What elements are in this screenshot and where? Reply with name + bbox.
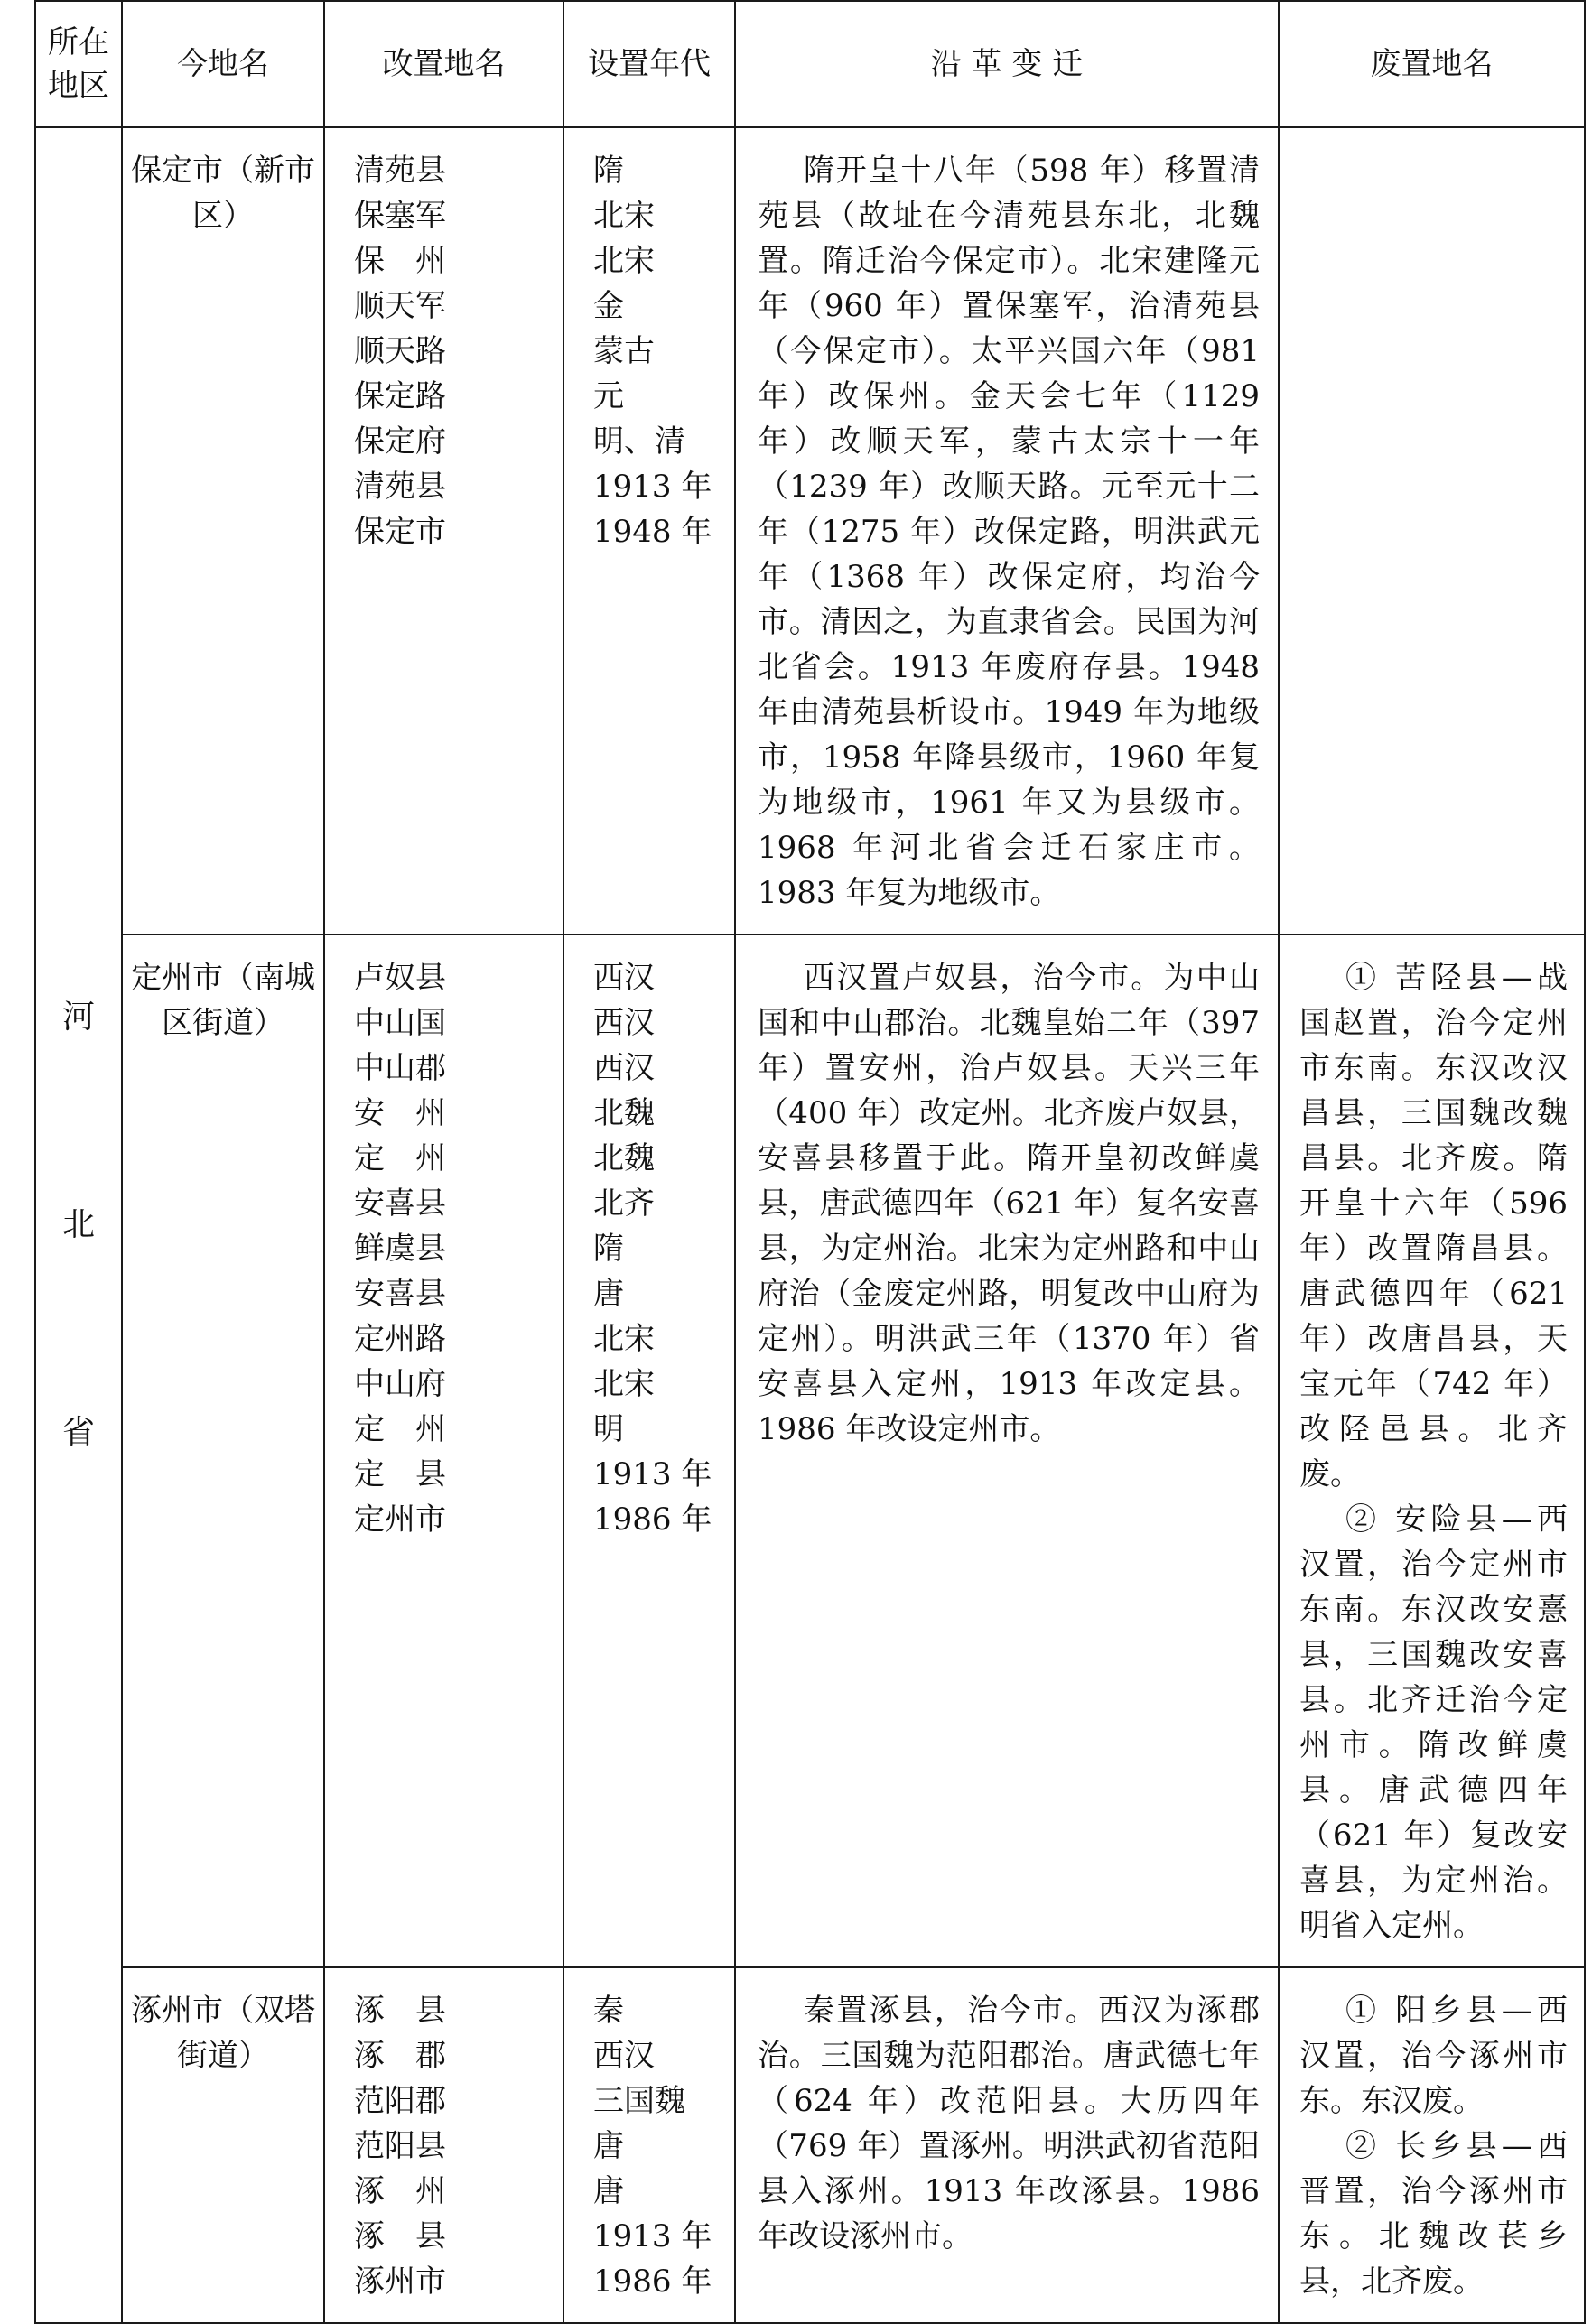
abolished-cell — [1279, 127, 1585, 934]
list-item: 卢奴县 — [354, 960, 446, 996]
header-abolished: 废置地名 — [1279, 1, 1585, 127]
today-name-cell: 涿州市（双塔街道） — [122, 1967, 324, 2323]
list-item: 顺天军 — [354, 288, 446, 324]
list-item: 1913 年 — [593, 2218, 712, 2254]
list-item: 秦 — [593, 1993, 624, 2029]
list-item: 北宋 — [593, 198, 655, 234]
list-item: 1986 年 — [593, 2264, 712, 2300]
list-item: 范阳郡 — [354, 2083, 446, 2119]
list-item: 元 — [593, 378, 624, 414]
region-char: 北 — [61, 1206, 95, 1243]
list-item: 定 州 — [354, 1140, 446, 1176]
abolished-cell — [1279, 934, 1585, 1967]
header-today-name: 今地名 — [122, 1, 324, 127]
list-item: 定 州 — [354, 1411, 446, 1447]
list-item: 蒙古 — [593, 333, 655, 369]
list-item: 涿 郡 — [354, 2038, 446, 2074]
today-name-cell: 定州市（南城区街道） — [122, 934, 324, 1967]
list-item: 定州市 — [354, 1501, 446, 1538]
names-cell — [324, 1967, 563, 2323]
list-item: 涿州市 — [354, 2264, 446, 2300]
list-item: 定州路 — [354, 1321, 446, 1357]
history-cell: 西汉置卢奴县，治今市。为中山国和中山郡治。北魏皇始二年（397 年）置安州，治卢奴县。天兴三年（400 年）改定州。北齐废卢奴县，安喜县移置于此。隋开皇初改鲜虞县，唐武德四年（621 年）复名安喜县，为定州治。北宋为定州路和中山府治（金废定州路，明复改中山府为定州）。明洪武三年（1370 年）省安喜县入定州，1913 年改定县。1986 年改设定州市。 — [735, 934, 1279, 1967]
list-item: 北魏 — [593, 1140, 655, 1176]
list-item: 保 州 — [354, 243, 446, 279]
today-name-cell: 保定市（新市区） — [122, 127, 324, 934]
years-cell — [563, 934, 735, 1967]
header-history: 沿 革 变 迁 — [735, 1, 1279, 127]
list-item: 安喜县 — [354, 1185, 446, 1222]
list-item: 隋 — [593, 153, 624, 189]
list-item: 明 — [593, 1411, 624, 1447]
header-row — [35, 1, 1585, 127]
list-item: 唐 — [593, 1276, 624, 1312]
header-names: 改置地名 — [324, 1, 563, 127]
list-item: 北宋 — [593, 1366, 655, 1402]
abolished-entry: ① 苦陉县—战国赵置，治今定州市东南。东汉改汉昌县，三国魏改魏昌县。北齐废。隋开皇十六年（596 年）改置隋昌县。唐武德四年（621 年）改唐昌县，天宝元年（742 年）改陉邑县。北齐废。 — [1299, 960, 1568, 1492]
list-item: 中山郡 — [354, 1050, 446, 1086]
list-item: 顺天路 — [354, 333, 446, 369]
gazetteer-table-container — [34, 0, 1584, 2300]
list-item: 保定路 — [354, 378, 446, 414]
abolished-entry: ② 安险县—西汉置，治今定州市东南。东汉改安憙县，三国魏改安喜县。北齐迁治今定州市。隋改鲜虞县。唐武德四年（621 年）复改安喜县，为定州治。明省入定州。 — [1299, 1501, 1568, 1944]
list-item: 北魏 — [593, 1095, 655, 1131]
list-item: 中山府 — [354, 1366, 446, 1402]
history-cell: 隋开皇十八年（598 年）移置清苑县（故址在今清苑县东北，北魏置。隋迁治今保定市）。北宋建隆元年（960 年）置保塞军，治清苑县（今保定市）。太平兴国六年（981 年）改保州。金天会七年（1129 年）改顺天军，蒙古太宗十一年（1239 年）改顺天路。元至元十二年（1275 年）改保定路，明洪武元年（1368 年）改保定府，均治今市。清因之，为直隶省会。民国为河北省会。1913 年废府存县。1948 年由清苑县析设市。1949 年为地级市，1958 年降县级市，1960 年复为地级市，1961 年又为县级市。1968 年河北省会迁石家庄市。1983 年复为地级市。 — [735, 127, 1279, 934]
list-item: 西汉 — [593, 1005, 655, 1041]
list-item: 涿 县 — [354, 1993, 446, 2029]
list-item: 范阳县 — [354, 2128, 446, 2164]
list-item: 安 州 — [354, 1095, 446, 1131]
list-item: 1948 年 — [593, 514, 712, 550]
list-item: 清苑县 — [354, 469, 446, 505]
list-item: 1986 年 — [593, 1501, 712, 1538]
abolished-cell — [1279, 1967, 1585, 2323]
header-region: 所在地区 — [35, 1, 122, 127]
table-row — [35, 934, 1585, 1967]
list-item: 金 — [593, 288, 624, 324]
abolished-entry: ① 阳乡县—西汉置，治今涿州市东。东汉废。 — [1299, 1993, 1568, 2119]
table-row — [35, 127, 1585, 934]
table-row — [35, 1967, 1585, 2323]
list-item: 涿 州 — [354, 2173, 446, 2209]
history-cell: 秦置涿县，治今市。西汉为涿郡治。三国魏为范阳郡治。唐武德七年（624 年）改范阳县。大历四年（769 年）置涿州。明洪武初省范阳县入涿州。1913 年改涿县。1986 年改设涿州市。 — [735, 1967, 1279, 2323]
list-item: 涿 县 — [354, 2218, 446, 2254]
list-item: 保定市 — [354, 514, 446, 550]
list-item: 1913 年 — [593, 1456, 712, 1492]
names-cell — [324, 934, 563, 1967]
list-item: 鲜虞县 — [354, 1231, 446, 1267]
list-item: 唐 — [593, 2128, 624, 2164]
names-cell — [324, 127, 563, 934]
region-cell — [35, 127, 122, 2323]
region-char: 省 — [61, 1414, 95, 1451]
list-item: 隋 — [593, 1231, 624, 1267]
list-item: 西汉 — [593, 2038, 655, 2074]
list-item: 保塞军 — [354, 198, 446, 234]
list-item: 安喜县 — [354, 1276, 446, 1312]
list-item: 唐 — [593, 2173, 624, 2209]
list-item: 定 县 — [354, 1456, 446, 1492]
abolished-entry: ② 长乡县—西晋置，治今涿州市东。北魏改苌乡县，北齐废。 — [1299, 2128, 1568, 2300]
list-item: 清苑县 — [354, 153, 446, 189]
list-item: 西汉 — [593, 960, 655, 996]
years-cell — [563, 1967, 735, 2323]
list-item: 三国魏 — [593, 2083, 685, 2119]
gazetteer-table — [34, 0, 1586, 2324]
list-item: 西汉 — [593, 1050, 655, 1086]
list-item: 北宋 — [593, 1321, 655, 1357]
header-years: 设置年代 — [563, 1, 735, 127]
list-item: 1913 年 — [593, 469, 712, 505]
list-item: 中山国 — [354, 1005, 446, 1041]
list-item: 北宋 — [593, 243, 655, 279]
list-item: 保定府 — [354, 423, 446, 460]
list-item: 北齐 — [593, 1185, 655, 1222]
years-cell — [563, 127, 735, 934]
region-char: 河 — [61, 999, 95, 1036]
list-item: 明、清 — [593, 423, 685, 460]
